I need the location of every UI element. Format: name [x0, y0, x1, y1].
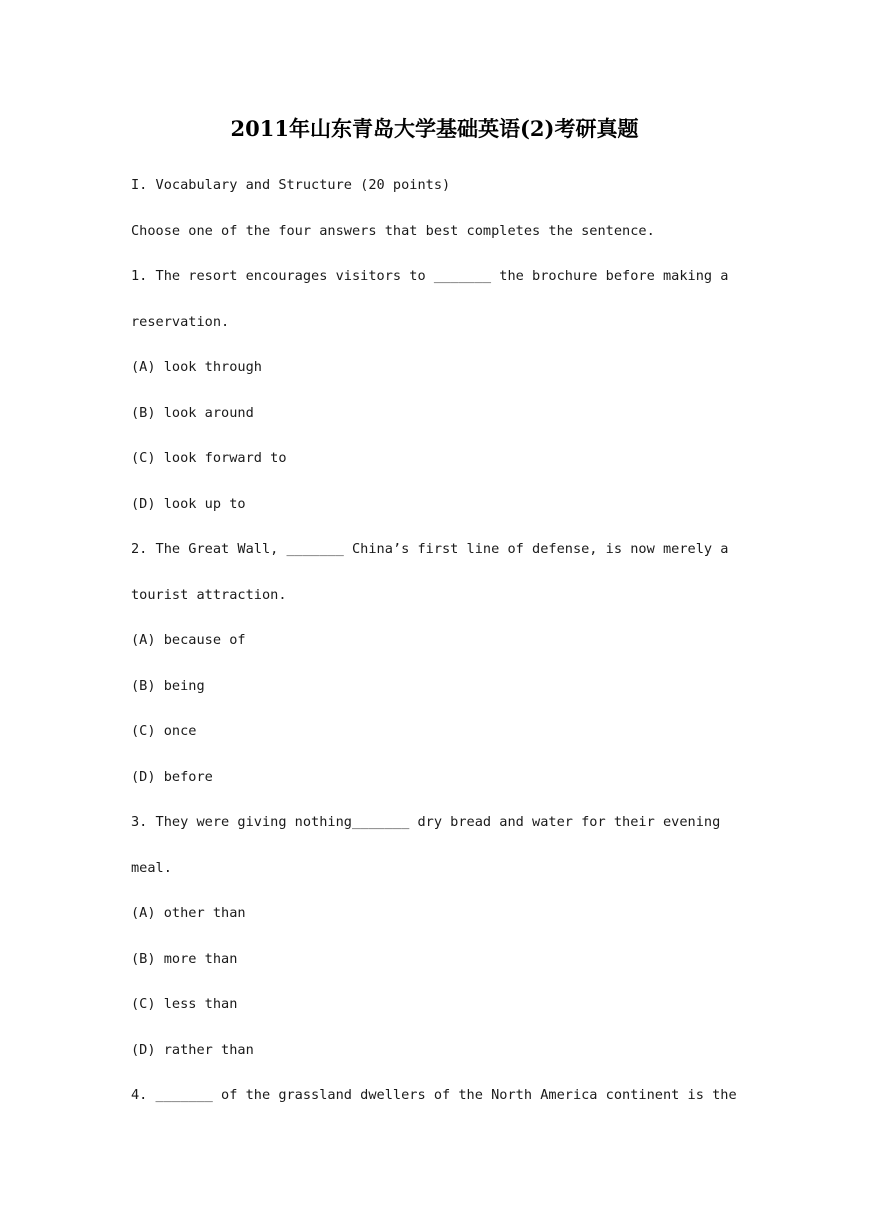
question-3-stem-cont: meal. [131, 859, 172, 876]
question-1-option-b: (B) look around [131, 404, 254, 421]
question-3-stem: 3. They were giving nothing_______ dry bread and water for their evening [131, 814, 721, 830]
question-1-option-d: (D) look up to [131, 495, 246, 512]
question-2-option-b: (B) being [131, 677, 205, 694]
question-1-option-c: (C) look forward to [131, 450, 287, 466]
question-3-option-c: (C) less than [131, 996, 238, 1012]
instructions: Choose one of the four answers that best completes the sentence. [131, 222, 655, 239]
question-2-stem-cont: tourist attraction. [131, 586, 287, 603]
question-3-option-b: (B) more than [131, 950, 238, 967]
question-2-option-d: (D) before [131, 768, 213, 785]
question-4-stem: 4. _______ of the grassland dwellers of the North America continent is the [131, 1087, 737, 1103]
question-2-stem: 2. The Great Wall, _______ China’s first line of defense, is now merely a [131, 541, 729, 557]
question-3-option-d: (D) rather than [131, 1041, 254, 1058]
question-2-option-a: (A) because of [131, 632, 246, 648]
question-1-option-a: (A) look through [131, 359, 262, 375]
question-1-stem: 1. The resort encourages visitors to _______ the brochure before making a [131, 268, 729, 284]
question-1-stem-cont: reservation. [131, 313, 230, 330]
document-title: 2011年山东青岛大学基础英语(2)考研真题 [230, 116, 639, 141]
document-body [131, 172, 751, 1128]
question-2-option-c: (C) once [131, 723, 197, 739]
question-3-option-a: (A) other than [131, 905, 246, 921]
section-heading: I. Vocabulary and Structure (20 points) [131, 177, 451, 193]
